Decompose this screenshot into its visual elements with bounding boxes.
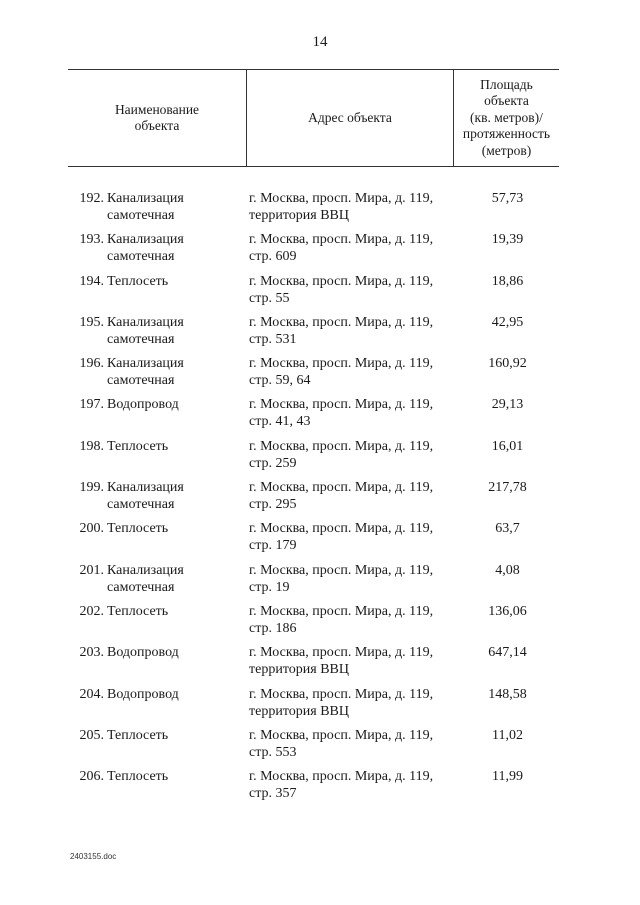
table-row <box>0 355 640 396</box>
object-name <box>107 562 247 596</box>
object-name <box>107 314 247 348</box>
object-address-line: г. Москва, просп. Мира, д. 119, <box>249 603 434 619</box>
object-address-line: г. Москва, просп. Мира, д. 119, <box>249 356 434 372</box>
row-number: 199. <box>79 480 104 496</box>
object-name-line: Канализация <box>107 191 184 206</box>
object-address <box>249 603 469 637</box>
table-row <box>0 231 640 272</box>
object-address-line: стр. 59, 64 <box>249 373 311 389</box>
header-area-line: протяженность <box>462 126 551 142</box>
object-address <box>249 438 469 472</box>
object-name-line: самотечная <box>107 208 175 223</box>
object-name-line: Теплосеть <box>107 769 169 785</box>
object-address-line: стр. 609 <box>249 249 297 265</box>
object-address-line: стр. 186 <box>249 620 297 636</box>
object-area: 148,58 <box>488 686 527 702</box>
object-name <box>107 438 247 455</box>
header-area-line: Площадь <box>480 76 533 92</box>
object-address-line: г. Москва, просп. Мира, д. 119, <box>249 438 434 454</box>
table-row <box>0 190 640 231</box>
object-address-line: г. Москва, просп. Мира, д. 119, <box>249 686 434 702</box>
object-name-line: Канализация <box>107 562 184 578</box>
object-address-line: г. Москва, просп. Мира, д. 119, <box>249 521 434 537</box>
object-address-line: г. Москва, просп. Мира, д. 119, <box>249 191 434 206</box>
object-area: 160,92 <box>488 356 527 372</box>
row-number: 192. <box>79 191 104 206</box>
object-name-line: Канализация <box>107 232 184 248</box>
object-address <box>249 190 469 224</box>
object-address <box>249 768 469 802</box>
row-number: 200. <box>79 521 104 537</box>
table-row <box>0 644 640 685</box>
object-name-line: самотечная <box>107 497 175 513</box>
object-address <box>249 479 469 513</box>
row-number: 193. <box>79 232 104 248</box>
object-name <box>107 355 247 389</box>
object-address-line: территория ВВЦ <box>249 208 349 223</box>
object-area: 11,02 <box>492 727 523 743</box>
header-area-line: (метров) <box>481 142 532 158</box>
table-row <box>0 768 640 809</box>
table-header <box>68 69 559 167</box>
object-name-line: Теплосеть <box>107 727 169 743</box>
row-number: 206. <box>79 769 104 785</box>
object-name-line: Канализация <box>107 314 184 330</box>
object-address-line: г. Москва, просп. Мира, д. 119, <box>249 562 434 578</box>
table-row <box>0 603 640 644</box>
object-name-line: Теплосеть <box>107 521 169 537</box>
object-name <box>107 231 247 265</box>
header-name-column <box>68 70 247 166</box>
object-address-line: г. Москва, просп. Мира, д. 119, <box>249 645 434 661</box>
object-name-line: Теплосеть <box>107 273 169 289</box>
row-number: 204. <box>79 686 104 702</box>
object-address-line: территория ВВЦ <box>249 662 349 678</box>
row-number: 201. <box>79 562 104 578</box>
table-row <box>0 314 640 355</box>
object-name-line: Водопровод <box>107 645 179 661</box>
object-area: 647,14 <box>488 645 527 661</box>
object-address-line: г. Москва, просп. Мира, д. 119, <box>249 480 434 496</box>
header-name-line: Наименование <box>114 101 200 117</box>
table-row <box>0 396 640 437</box>
document-filename: 2403155.doc <box>70 852 117 861</box>
object-area: 136,06 <box>488 603 527 619</box>
object-address <box>249 644 469 678</box>
header-area-line: (кв. метров)/ <box>470 109 543 125</box>
object-address <box>249 727 469 761</box>
object-name <box>107 603 247 620</box>
table-row <box>0 438 640 479</box>
object-address-line: г. Москва, просп. Мира, д. 119, <box>249 769 434 785</box>
row-number: 203. <box>79 645 104 661</box>
object-name-line: Водопровод <box>107 397 179 413</box>
object-address <box>249 231 469 265</box>
object-address <box>249 520 469 554</box>
object-address-line: стр. 259 <box>249 455 297 471</box>
row-number: 197. <box>79 397 104 413</box>
object-address-line: стр. 295 <box>249 497 297 513</box>
object-name-line: Теплосеть <box>107 438 169 454</box>
object-name-line: самотечная <box>107 249 175 265</box>
object-address-line: г. Москва, просп. Мира, д. 119, <box>249 727 434 743</box>
object-address <box>249 273 469 307</box>
object-address-line: г. Москва, просп. Мира, д. 119, <box>249 397 434 413</box>
row-number: 202. <box>79 603 104 619</box>
object-address-line: стр. 19 <box>249 579 290 595</box>
object-address-line: стр. 179 <box>249 538 297 554</box>
object-name-line: Водопровод <box>107 686 179 702</box>
object-name <box>107 727 247 744</box>
object-area: 29,13 <box>491 397 524 413</box>
table-row <box>0 727 640 768</box>
object-name <box>107 768 247 785</box>
object-address <box>249 562 469 596</box>
object-address-line: г. Москва, просп. Мира, д. 119, <box>249 273 434 289</box>
table-body <box>0 190 640 809</box>
object-name <box>107 190 247 224</box>
row-number: 205. <box>79 727 104 743</box>
row-number: 198. <box>79 438 104 454</box>
header-area-column <box>454 70 559 166</box>
object-address-line: территория ВВЦ <box>249 703 349 719</box>
row-number: 195. <box>79 314 104 330</box>
object-area: 16,01 <box>491 438 524 454</box>
object-address <box>249 396 469 430</box>
object-area: 63,7 <box>495 521 520 537</box>
object-area: 11,99 <box>492 769 523 785</box>
row-number: 194. <box>79 273 104 289</box>
header-address-line: Адрес объекта <box>308 109 392 125</box>
header-name-line: объекта <box>134 118 180 133</box>
object-address-line: г. Москва, просп. Мира, д. 119, <box>249 314 434 330</box>
object-name <box>107 479 247 513</box>
object-name-line: Канализация <box>107 356 184 372</box>
object-name <box>107 644 247 661</box>
row-number: 196. <box>79 356 104 372</box>
object-name-line: Канализация <box>107 480 184 496</box>
object-address-line: стр. 553 <box>249 744 297 760</box>
table-row <box>0 273 640 314</box>
object-name-line: самотечная <box>107 579 175 595</box>
table-row <box>0 479 640 520</box>
object-address <box>249 355 469 389</box>
page-number: 14 <box>312 34 328 50</box>
object-name <box>107 396 247 413</box>
object-name <box>107 520 247 537</box>
object-name <box>107 273 247 290</box>
object-name-line: самотечная <box>107 373 175 389</box>
table-row <box>0 686 640 727</box>
object-address-line: стр. 41, 43 <box>249 414 311 430</box>
object-name-line: самотечная <box>107 331 175 347</box>
object-area: 42,95 <box>491 314 524 330</box>
object-address-line: г. Москва, просп. Мира, д. 119, <box>249 232 434 248</box>
header-address-column <box>247 70 454 166</box>
object-area: 19,39 <box>491 232 524 248</box>
object-name-line: Теплосеть <box>107 603 169 619</box>
object-address <box>249 686 469 720</box>
table-row <box>0 562 640 603</box>
object-address-line: стр. 55 <box>249 290 290 306</box>
object-area: 217,78 <box>488 480 527 496</box>
object-area: 18,86 <box>491 273 524 289</box>
object-address <box>249 314 469 348</box>
header-area-line: объекта <box>484 93 529 109</box>
object-address-line: стр. 531 <box>249 331 297 347</box>
object-address-line: стр. 357 <box>249 786 297 802</box>
object-area: 57,73 <box>491 191 524 206</box>
table-row <box>0 520 640 561</box>
object-area: 4,08 <box>495 562 520 578</box>
object-name <box>107 686 247 703</box>
